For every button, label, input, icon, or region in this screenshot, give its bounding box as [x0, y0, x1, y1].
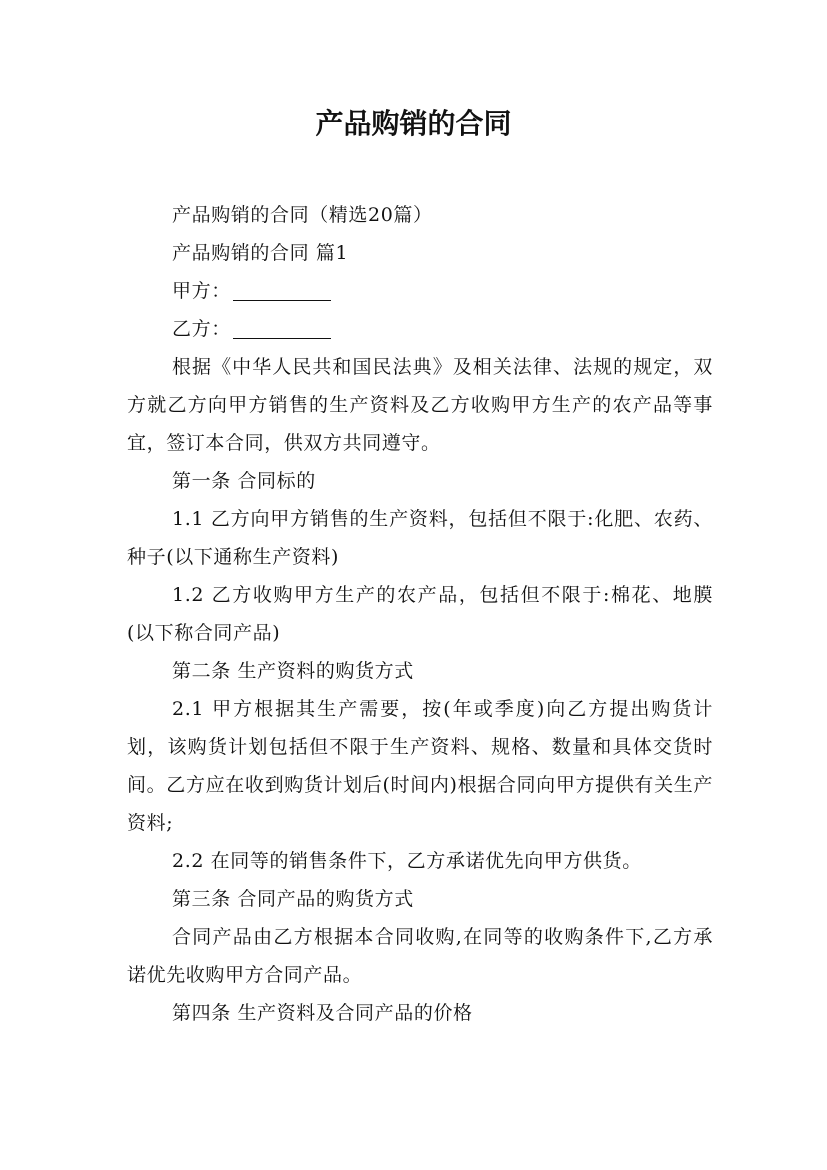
- party-a-label: 甲方：: [172, 280, 231, 302]
- clause-1-1: 1.1 乙方向甲方销售的生产资料，包括但不限于:化肥、农药、种子(以下通称生产资料): [127, 508, 713, 568]
- article-1-heading: 第一条 合同标的: [172, 470, 316, 492]
- party-a-blank-line: [233, 280, 331, 301]
- clause-2-1: 2.1 甲方根据其生产需要，按(年或季度)向乙方提出购货计划，该购货计划包括但不限于生产资料、规格、数量和具体交货时间。乙方应在收到购货计划后(时间内)根据合同向甲方提供有关生产资料;: [127, 698, 713, 834]
- party-b-label: 乙方：: [172, 318, 231, 340]
- clause-2-2: 2.2 在同等的销售条件下，乙方承诺优先向甲方供货。: [172, 850, 642, 872]
- party-b-line: [127, 310, 713, 348]
- article-2-heading: 第二条 生产资料的购货方式: [172, 660, 414, 682]
- clause-1-2: 1.2 乙方收购甲方生产的农产品，包括但不限于:棉花、地膜(以下称合同产品): [127, 584, 713, 644]
- document-body: [127, 196, 713, 1032]
- party-b-blank-line: [233, 318, 331, 339]
- party-a-line: [127, 272, 713, 310]
- article-3-heading: 第三条 合同产品的购货方式: [172, 888, 414, 910]
- paragraph-subtitle: 产品购销的合同（精选20篇）: [172, 204, 433, 226]
- paragraph-preamble: 根据《中华人民共和国民法典》及相关法律、法规的规定，双方就乙方向甲方销售的生产资料及乙方收购甲方生产的农产品等事宜，签订本合同，供双方共同遵守。: [127, 356, 713, 454]
- paragraph-section-heading: 产品购销的合同 篇1: [172, 242, 349, 264]
- article-4-heading: 第四条 生产资料及合同产品的价格: [172, 1002, 473, 1024]
- document-title: 产品购销的合同: [315, 107, 512, 140]
- article-3-text: 合同产品由乙方根据本合同收购,在同等的收购条件下,乙方承诺优先收购甲方合同产品。: [127, 926, 713, 986]
